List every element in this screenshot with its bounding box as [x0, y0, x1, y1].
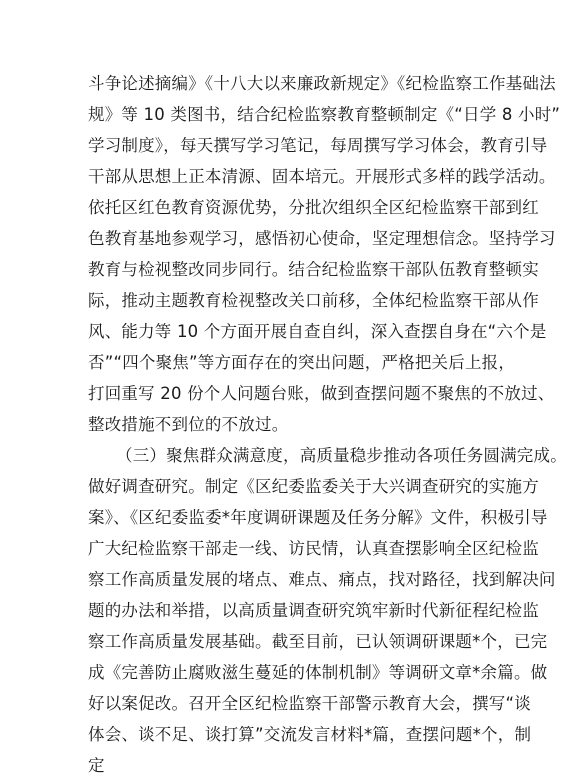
text-line: 广大纪检监察干部走一线、访民情，认真查摆影响全区纪检监	[88, 539, 539, 558]
text-line: 做好调查研究。制定《区纪委监委关于大兴调查研究的实施方	[88, 477, 539, 496]
text-line: 学习制度》，每天撰写学习笔记，每周撰写学习体会，教育引导	[88, 136, 548, 155]
text-line: 题的办法和举措，以高质量调查研究筑牢新时代新征程纪检监	[88, 601, 539, 620]
text-line: 斗争论述摘编》《十八大以来廉政新规定》《纪检监察工作基础法	[88, 74, 556, 93]
text-line: 成《完善防止腐败滋生蔓延的体制机制》等调研文章*余篇。做	[88, 663, 548, 682]
text-line: 教育与检视整改同步同行。结合纪检监察干部队伍教育整顿实	[88, 260, 539, 279]
text-line: 依托区红色教育资源优势，分批次组织全区纪检监察干部到红	[88, 198, 539, 217]
text-line: 察工作高质量发展基础。截至目前，已认领调研课题*个，已完	[88, 632, 548, 651]
text-line: 好以案促改。召开全区纪检监察干部警示教育大会，撰写“谈	[88, 694, 531, 713]
text-line: 规》等 10 类图书，结合纪检监察教育整顿制定《“日学 8 小时”	[88, 105, 561, 124]
text-line: 风、能力等 10 个方面开展自查自纠，深入查摆自身在“六个是	[88, 322, 547, 341]
text-line: 干部从思想上正本清源、固本培元。开展形式多样的践学活动。	[88, 167, 556, 186]
text-line: 整改措施不到位的不放过。	[88, 415, 289, 434]
text-line: 察工作高质量发展的堵点、难点、痛点，找对路径，找到解决问	[88, 570, 556, 589]
text-line: 际，推动主题教育检视整改关口前移，全体纪检监察干部从作	[88, 291, 539, 310]
text-line: 色教育基地参观学习，感悟初心使命，坚定理想信念。坚持学习	[88, 229, 556, 248]
section-heading: （三）聚焦群众满意度，高质量稳步推动各项任务圆满完成。	[116, 446, 567, 465]
text-line: 定	[88, 756, 105, 775]
text-line: 体会、谈不足、谈打算”交流发言材料*篇，查摆问题*个，制	[88, 725, 532, 744]
text-line: 案》、《区纪委监委*年度调研课题及任务分解》文件，积极引导	[88, 508, 548, 527]
text-line: 否”“四个聚焦”等方面存在的突出问题，严格把关后上报，	[88, 353, 516, 372]
text-line: 打回重写 20 份个人问题台账，做到查摆问题不聚焦的不放过、	[88, 384, 555, 403]
